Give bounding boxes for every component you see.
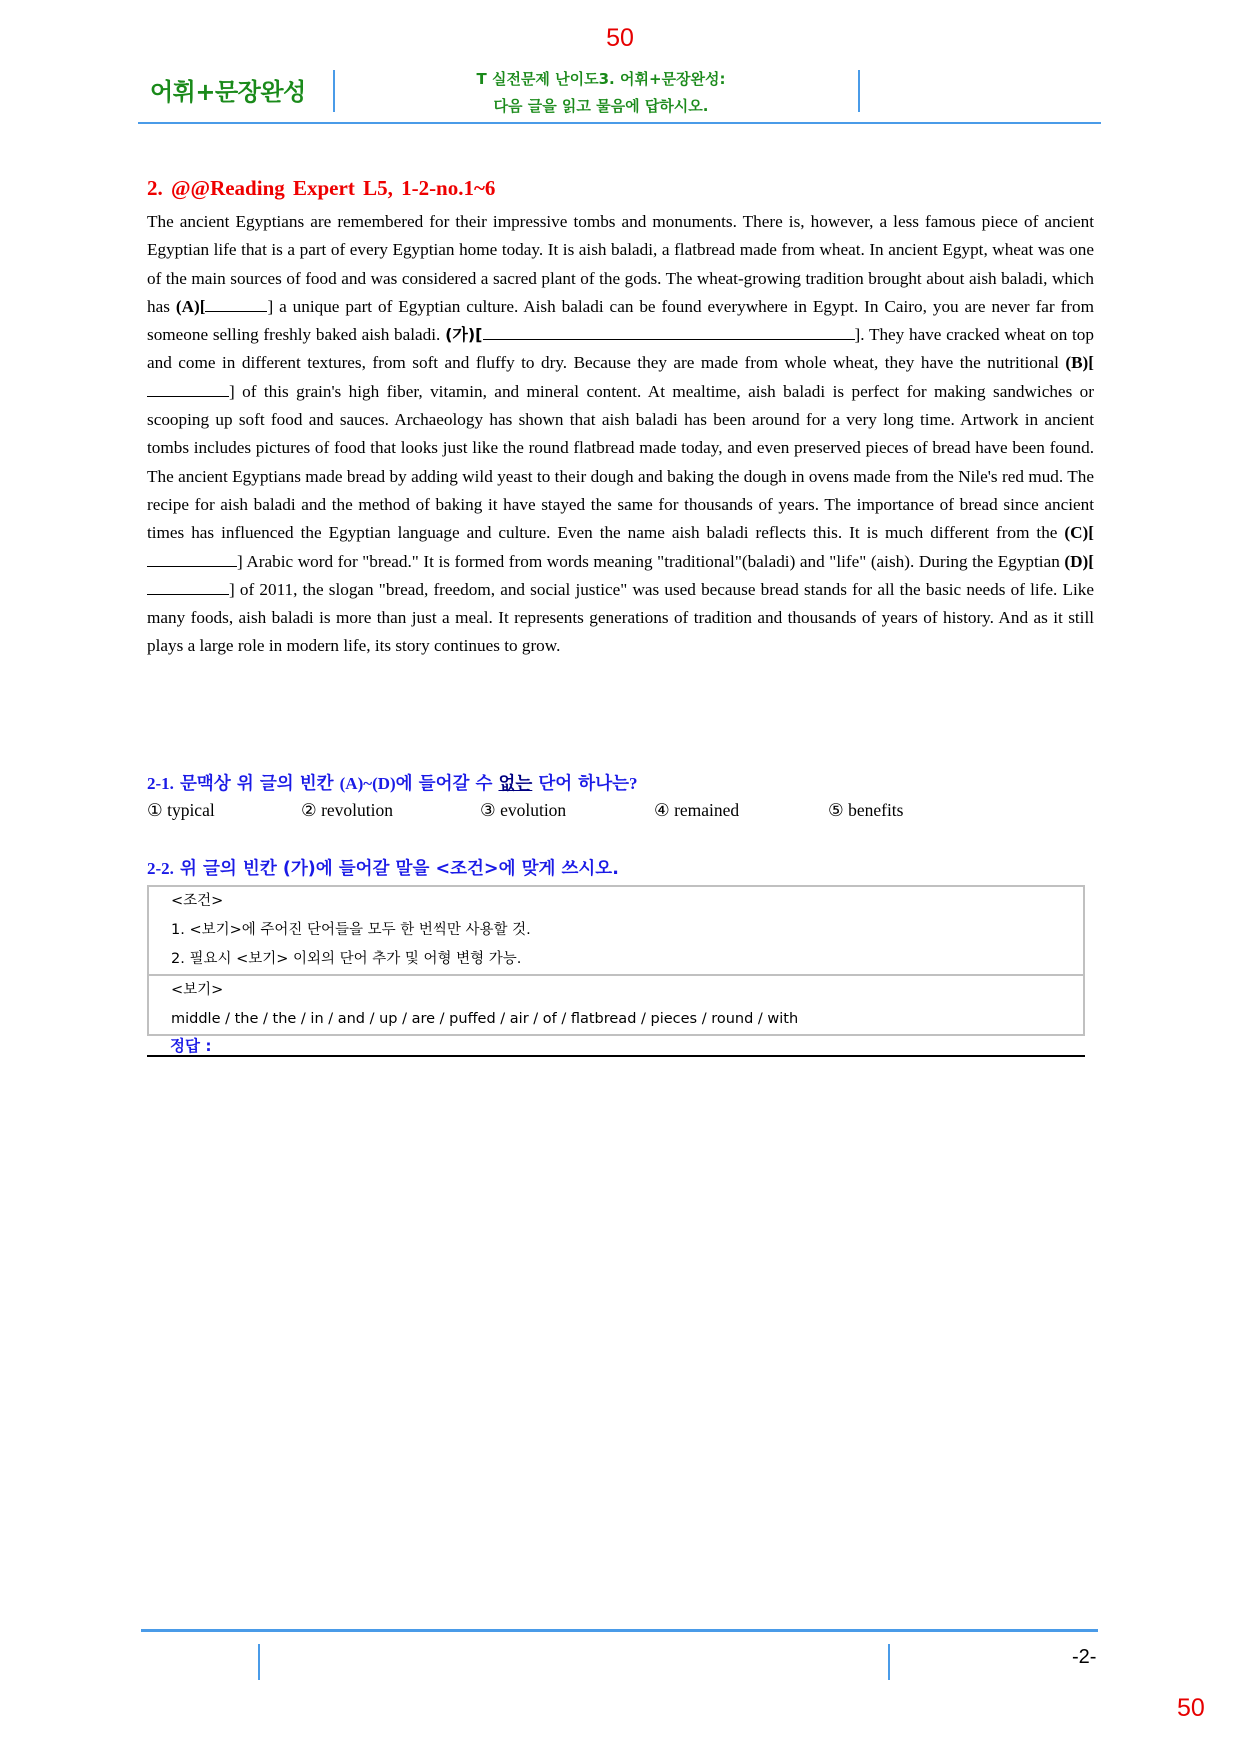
footer-rule bbox=[141, 1629, 1098, 1632]
blank-ga-label: (가)[ bbox=[445, 325, 483, 345]
blank-c bbox=[147, 550, 237, 567]
blank-b bbox=[147, 380, 229, 397]
reading-passage bbox=[147, 208, 1094, 661]
bogi-header: <보기> bbox=[171, 982, 224, 998]
header-subtitle-line1: T 실전문제 난이도3. 어휘+문장완성: bbox=[476, 70, 726, 88]
condition-1: 1. <보기>에 주어진 단어들을 모두 한 번씩만 사용할 것. bbox=[171, 922, 531, 938]
header-subtitle bbox=[338, 66, 864, 120]
blank-a-label: (A)[ bbox=[175, 296, 206, 316]
answer-label: 정답 : bbox=[170, 1037, 212, 1055]
answer-input-line[interactable] bbox=[147, 1055, 1085, 1057]
choice-5[interactable]: ⑤ benefits bbox=[828, 800, 904, 820]
emphasis-underlined: 없는 bbox=[498, 774, 533, 794]
blank-d-label: (D)[ bbox=[1064, 551, 1094, 571]
header-divider-right bbox=[858, 70, 860, 112]
choice-2[interactable]: ② revolution bbox=[301, 800, 394, 820]
header-divider-left bbox=[333, 70, 335, 112]
choice-1[interactable]: ① typical bbox=[147, 800, 215, 820]
sub-question-1: 2-1. 문맥상 위 글의 빈칸 (A)~(D)에 들어갈 수 없는 단어 하나는? bbox=[147, 774, 638, 794]
blank-ga bbox=[483, 323, 855, 340]
header-title: 어휘+문장완성 bbox=[150, 78, 306, 106]
blank-a bbox=[205, 295, 267, 312]
blank-c-label: (C)[ bbox=[1064, 523, 1094, 543]
choice-4[interactable]: ④ remained bbox=[654, 800, 740, 820]
conditions-box bbox=[147, 885, 1085, 1036]
sub-question-2: 2-2. 위 글의 빈칸 (가)에 들어갈 말을 <조건>에 맞게 쓰시오. bbox=[147, 859, 619, 879]
top-page-number: 50 bbox=[606, 24, 634, 52]
bogi-words: middle / the / the / in / and / up / are / puffed / air / of / flatbread / pieces / round / with bbox=[171, 1011, 799, 1027]
header-subtitle-line2: 다음 글을 읽고 물음에 답하시오. bbox=[493, 97, 709, 115]
question-title: 2. @@Reading Expert L5, 1-2-no.1~6 bbox=[147, 176, 496, 200]
passage-text: The ancient Egyptians are remembered for their impressive tombs and monuments. There is, however, a less famous piece of ancient Egyptian life that is a part of every Egyptian home today. It is aish baladi, a flatbread made from wheat. In ancient Egypt, wheat was one of the main sources of food and was considered a sacred plant of the gods. The wheat-growing tradition brought about aish baladi, which has (A)[ ] a unique part of Egyptian culture. Aish baladi can be found everywhere in Egypt. In Cairo, you are never far from someone selling freshly baked aish baladi. (가)[ ]. They have cracked wheat on top and come in different textures, from soft and fluffy to dry. Because they are made from whole wheat, they have the nutritional (B)[] of this grain's high fiber, vitamin, and mineral content. At mealtime, aish baladi is perfect for making sandwiches or scooping up soft food and sauces. Archaeology has shown that aish baladi has been around for a very long time. Artwork in ancient tombs includes pictures of food that looks just like the round flatbread made today, and even preserved pieces of bread have been found. The ancient Egyptians made bread by adding wild yeast to their dough and baking the dough in ovens made from the Nile's red mud. The recipe for aish baladi and the method of baking it have stayed the same for thousands of years. The importance of bread since ancient times has influenced the Egyptian language and culture. Even the name aish baladi reflects this. It is much different from the (C)[] Arabic word for "bread." It is formed from words meaning "traditional"(baladi) and "life" (aish). During the Egyptian (D)[] of 2011, the slogan "bread, freedom, and social justice" was used because bread stands for all the basic needs of life. Like many foods, aish baladi is more than just a meal. It represents generations of tradition and thousands of years of history. And as it still plays a large role in modern life, its story continues to grow. bbox=[147, 212, 1094, 656]
header-rule bbox=[138, 122, 1101, 124]
conditions-header: <조건> bbox=[171, 893, 224, 909]
blank-b-label: (B)[ bbox=[1065, 353, 1094, 373]
footer-divider-left bbox=[258, 1644, 260, 1680]
footer-page-number: -2- bbox=[1072, 1646, 1097, 1668]
blank-d bbox=[147, 578, 229, 595]
choice-3[interactable]: ③ evolution bbox=[480, 800, 567, 820]
footer-divider-right bbox=[888, 1644, 890, 1680]
condition-2: 2. 필요시 <보기> 이외의 단어 추가 및 어형 변형 가능. bbox=[171, 951, 522, 967]
bottom-page-number: 50 bbox=[1177, 1694, 1205, 1722]
